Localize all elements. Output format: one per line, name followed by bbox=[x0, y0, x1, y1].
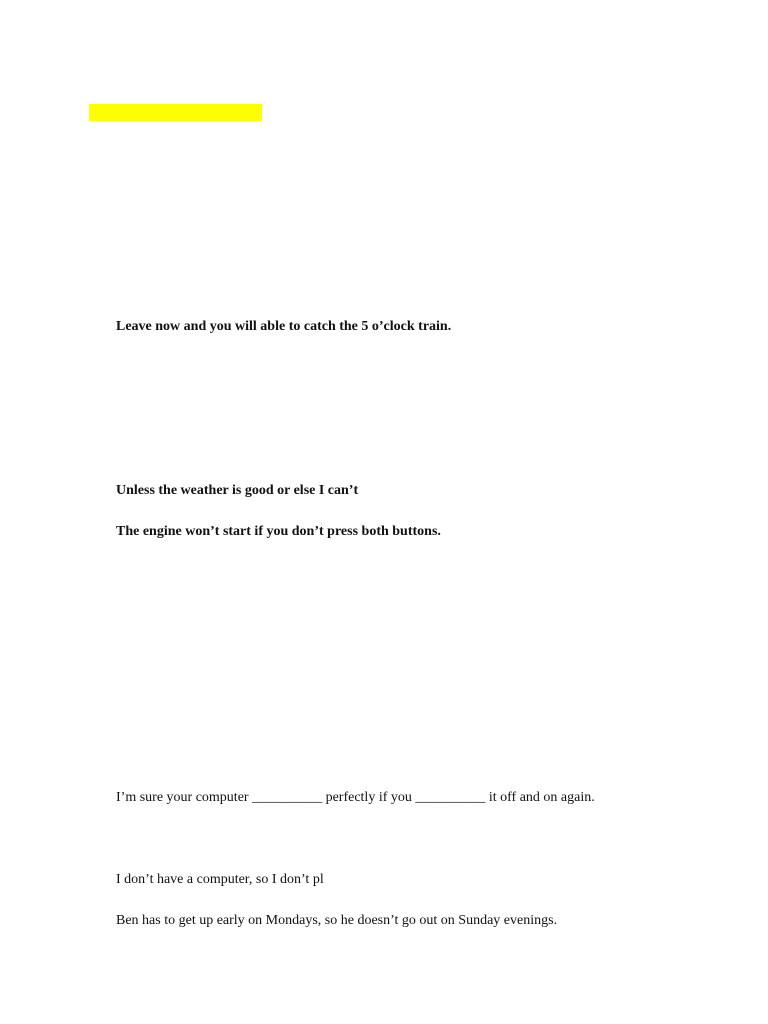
sentence-unless-weather: Unless the weather is good or else I can’t bbox=[116, 483, 359, 498]
sentence-ben-mondays: Ben has to get up early on Mondays, so he doesn’t go out on Sunday evenings. bbox=[116, 913, 558, 928]
sentence-computer-blanks: I’m sure your computer __________ perfectly if you __________ it off and on again. bbox=[116, 790, 595, 805]
yellow-highlight-bar bbox=[89, 104, 262, 121]
sentence-no-computer: I don’t have a computer, so I don’t pl bbox=[116, 872, 324, 887]
sentence-engine-start: The engine won’t start if you don’t press both buttons. bbox=[116, 524, 441, 539]
sentence-leave-now: Leave now and you will able to catch the 5 o’clock train. bbox=[116, 319, 452, 334]
